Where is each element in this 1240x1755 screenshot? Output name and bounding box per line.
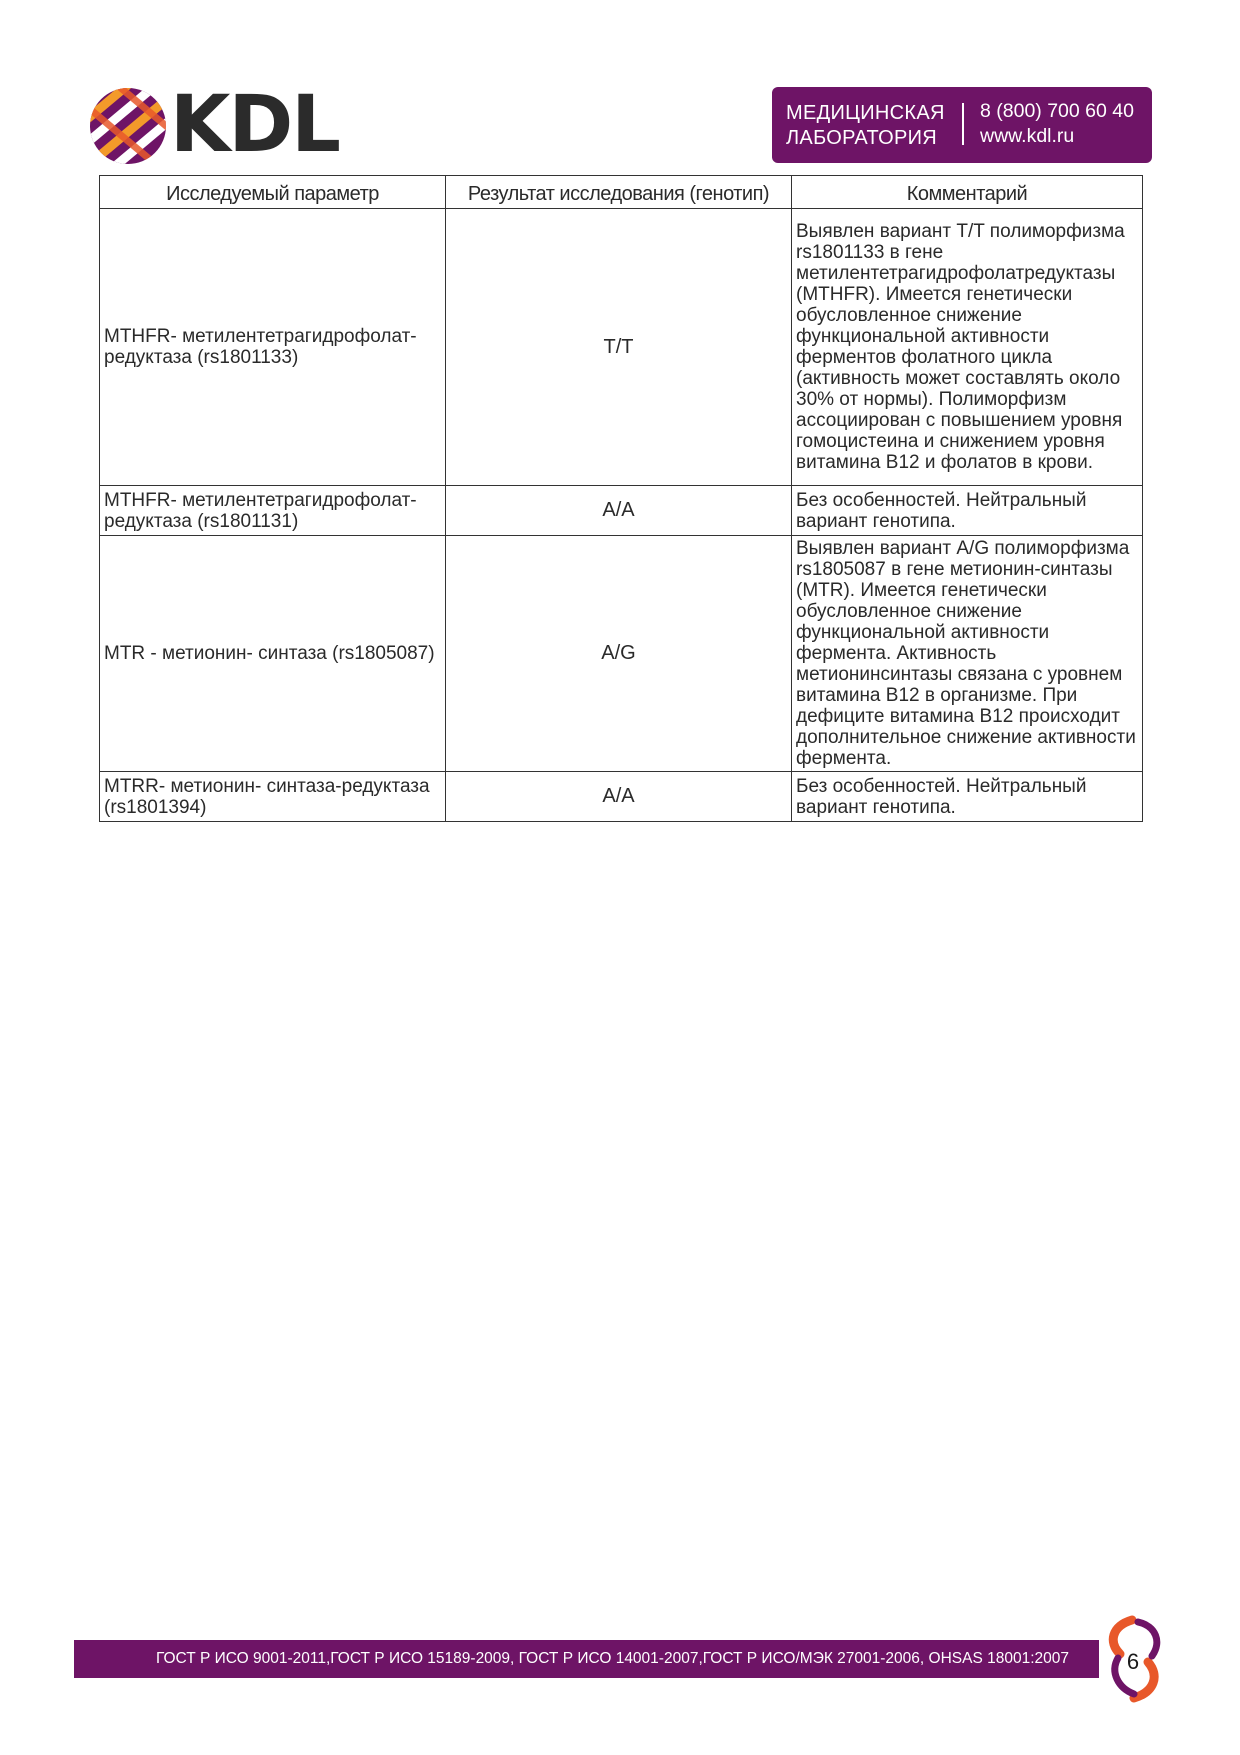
logo-wordmark: KDL (170, 80, 339, 170)
lab-contact-box (772, 87, 1152, 163)
comment-cell: Выявлен вариант T/T полиморфизма rs1801133 в гене метилентетрагидрофолатредуктазы (MTHFR). Имеется генетически обусловленное снижение функциональной активности ферментов фолатного цикла (активность может составлять около 30% от нормы). Полиморфизм ассоциирован с повышением уровня гомоцистеина и снижением уровня витамина B12 и фолатов в крови. (792, 209, 1143, 486)
phone-number[interactable]: 8 (800) 700 60 40 (980, 100, 1134, 122)
table-header-row (100, 176, 1143, 209)
website-link[interactable]: www.kdl.ru (980, 125, 1075, 147)
comment-cell: Выявлен вариант A/G полиморфизма rs1805087 в гене метионин-синтазы (MTR). Имеется генетически обусловленное снижение функциональной активности фермента. Активность метионинсинтазы связана с уровнем витамина B12 в организме. При дефиците витамина B12 происходит дополнительное снижение активности фермента. (792, 536, 1143, 772)
result-cell: A/A (446, 486, 792, 536)
param-cell: MTR - метионин- синтаза (rs1805087) (100, 536, 446, 772)
table-row (100, 536, 1143, 772)
header-divider (962, 103, 964, 145)
table-row (100, 772, 1143, 822)
result-cell: A/A (446, 772, 792, 822)
result-cell: A/G (446, 536, 792, 772)
header-result: Результат исследования (генотип) (446, 176, 792, 209)
kdl-logo-mark-icon (88, 86, 168, 166)
lab-title-line2: ЛАБОРАТОРИЯ (786, 127, 938, 149)
header-comment: Комментарий (792, 176, 1143, 209)
param-cell: MTHFR- метилентетрагидрофолат-редуктаза (rs1801133) (100, 209, 446, 486)
page-number: 6 (1126, 1649, 1140, 1674)
table-row (100, 209, 1143, 486)
contact-info (980, 99, 1134, 149)
header-parameter: Исследуемый параметр (100, 176, 446, 209)
param-cell: MTHFR- метилентетрагидрофолат-редуктаза (rs1801131) (100, 486, 446, 536)
footer-standards-bar: ГОСТ Р ИСО 9001-2011,ГОСТ Р ИСО 15189-2009, ГОСТ Р ИСО 14001-2007,ГОСТ Р ИСО/МЭК 27001-2006, OHSAS 18001:2007 (74, 1640, 1099, 1678)
kdl-logo (88, 80, 348, 170)
comment-cell: Без особенностей. Нейтральный вариант генотипа. (792, 772, 1143, 822)
genotype-results-table (99, 175, 1143, 822)
table-row (100, 486, 1143, 536)
lab-title-line1: МЕДИЦИНСКАЯ (786, 102, 945, 124)
comment-cell: Без особенностей. Нейтральный вариант генотипа. (792, 486, 1143, 536)
param-cell: MTRR- метионин- синтаза-редуктаза (rs1801394) (100, 772, 446, 822)
lab-title (786, 101, 945, 151)
result-cell: T/T (446, 209, 792, 486)
